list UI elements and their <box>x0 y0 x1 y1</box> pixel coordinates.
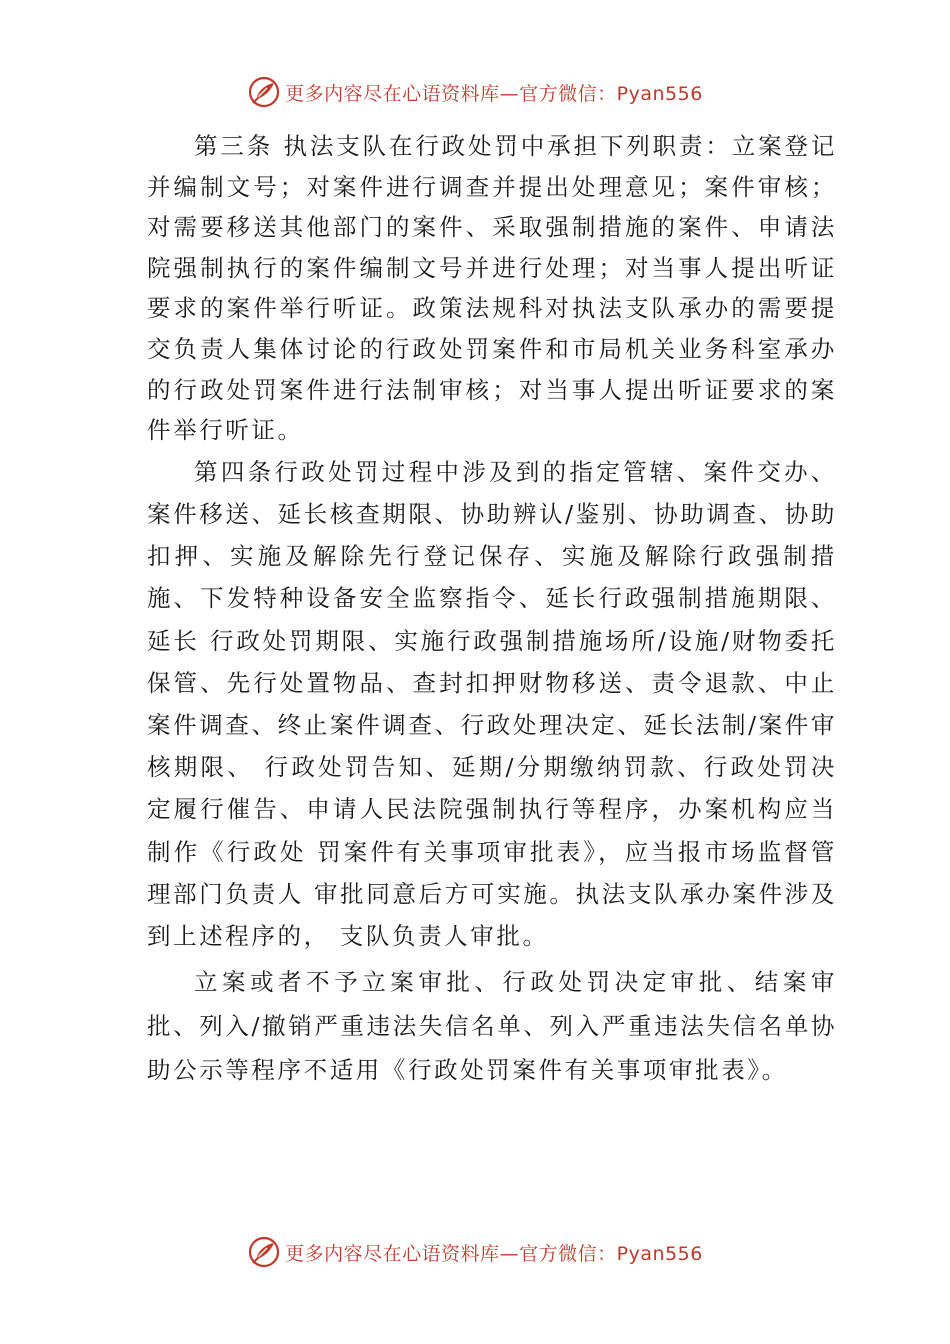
header-banner-text: 更多内容尽在心语资料库—官方微信：Pyan556 <box>285 82 703 105</box>
leaf-pen-logo-icon <box>247 1235 281 1269</box>
leaf-pen-logo-icon <box>247 75 281 109</box>
footer-banner <box>0 1232 950 1272</box>
header-banner <box>0 72 950 112</box>
article-3-paragraph: 第三条 执法支队在行政处罚中承担下列职责：立案登记并编制文号；对案件进行调查并提出处理意见；案件审核； 对需要移送其他部门的案件、采取强制措施的案件、申请法院强制执行的案件编制文号并进行处理；对当事人提出听证要求的案件举行听证。政策法规科对执法支队承办的需要提交负责人集体讨论的行政处罚案件和市局机关业务科室承办的行政处罚案件进行法制审核；对当事人提出听证要求的案件举行听证。 <box>147 132 837 445</box>
article-4-paragraph: 第四条行政处罚过程中涉及到的指定管辖、案件交办、案件移送、延长核查期限、协助辨认/鉴别、协助调查、协助扣押、实施及解除先行登记保存、实施及解除行政强制措施、下发特种设备安全监察指令、延长行政强制措施期限、延长 行政处罚期限、实施行政强制措施场所/设施/财物委托保管、先行处置物品、查封扣押财物移送、责令退款、中止案件调查、终止案件调查、行政处理决定、延长法制/案件审核期限、 行政处罚告知、延期/分期缴纳罚款、行政处罚决定履行催告、申请人民法院强制执行等程序，办案机构应当制作《行政处 罚案件有关事项审批表》，应当报市场监督管理部门负责人 审批同意后方可实施。执法支队承办案件涉及到上述程序的， 支队负责人审批。 <box>147 457 837 950</box>
document-body <box>147 126 837 1092</box>
closing-paragraph: 立案或者不予立案审批、行政处罚决定审批、结案审批、列入/撤销严重违法失信名单、列入严重违法失信名单协助公示等程序不适用《行政处罚案件有关事项审批表》。 <box>147 968 837 1085</box>
footer-banner-text: 更多内容尽在心语资料库—官方微信：Pyan556 <box>285 1242 703 1265</box>
